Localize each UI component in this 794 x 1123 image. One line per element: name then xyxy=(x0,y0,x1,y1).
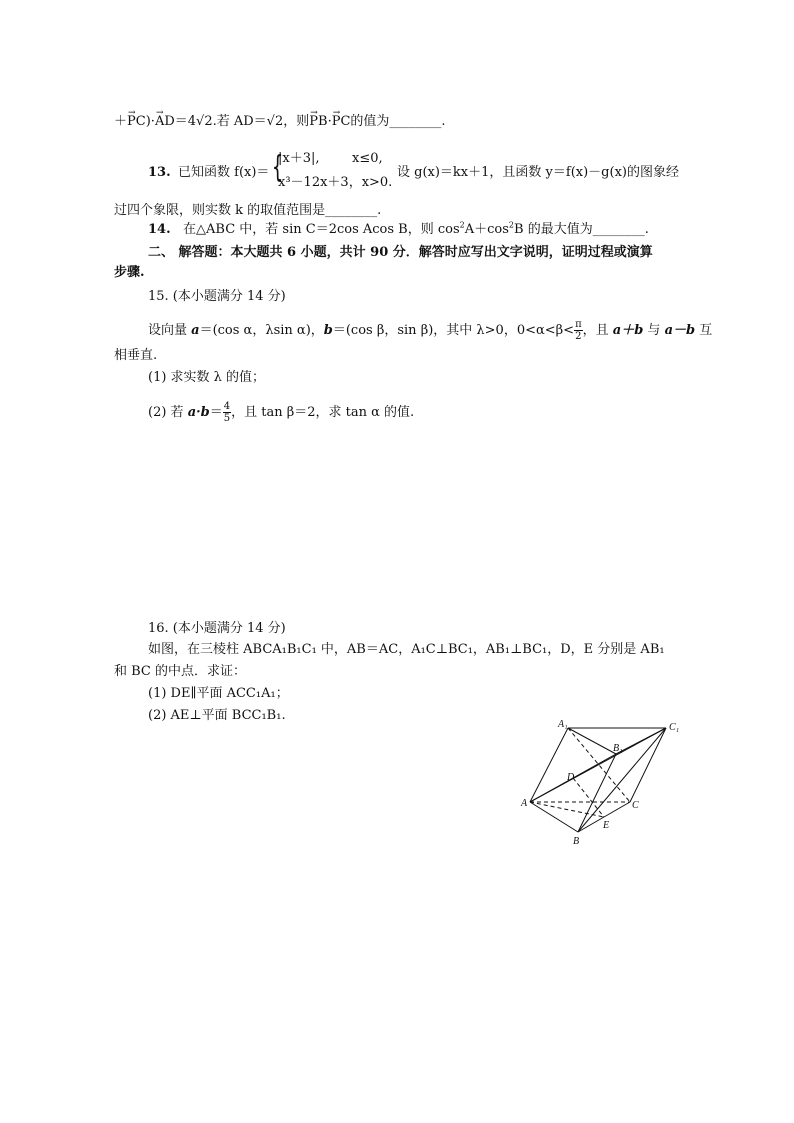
vector-pb: → PB xyxy=(309,114,327,130)
q16-part2: (2) AE⊥平面 BCC₁B₁. xyxy=(148,708,286,723)
q15-line2: 相垂直. xyxy=(114,348,158,363)
q16-part1: (1) DE∥平面 ACC₁A₁； xyxy=(148,686,289,701)
fraction-4-5: $\frac{4}{5}$ xyxy=(223,401,231,424)
vector-pc-2: → PC xyxy=(332,114,351,130)
vector-ad: → AD xyxy=(155,114,175,130)
vector-pc: → PC xyxy=(127,114,146,130)
q14: 14. 在△ABC 中，若 sin C＝2cos Acos B，则 $\cos^2A+\cos^2B$ 的最大值为________. xyxy=(148,220,649,237)
q13-case1-cond: x≤0, xyxy=(352,151,383,166)
q12-continuation: ＋→ PC)·→ AD＝4√2.若 AD＝√2，则→ PB·→ PC的值为________. xyxy=(114,114,446,130)
q13-text-post: 设 g(x)＝kx＋1，且函数 y＝f(x)－g(x)的图象经 xyxy=(397,165,679,180)
label-c: C xyxy=(632,800,639,811)
label-b1: B₁ xyxy=(613,743,623,754)
q13-case1-expr: |x＋3|, xyxy=(278,151,320,166)
q16-line2: 和 BC 的中点．求证： xyxy=(114,664,247,679)
piecewise-brace: { xyxy=(271,150,284,185)
edge-c-c1 xyxy=(630,728,666,802)
q13-line2: 过四个象限，则实数 k 的取值范围是________. xyxy=(114,203,382,218)
q15-line1: 设向量 a＝(cos α，λsin α)，b＝(cos β，sin β)，其中 λ>0，0<α<β< $\frac{\pi}{2}$ ，且 a＋b 与 a－b 互 xyxy=(148,319,713,342)
q16-line1: 如图，在三棱柱 ABCA₁B₁C₁ 中，AB＝AC，A₁C⊥BC₁，AB₁⊥BC₁，D，E 分别是 AB₁ xyxy=(148,642,665,657)
section-heading-cont: 步骤. xyxy=(114,265,145,280)
pi-over-2: $\frac{\pi}{2}$ xyxy=(575,319,582,342)
q13-number: 13. xyxy=(148,165,171,180)
edge-a1-b1 xyxy=(568,728,616,754)
prism-figure xyxy=(516,718,696,848)
label-a1: A₁ xyxy=(558,719,568,730)
label-c1: C₁ xyxy=(669,722,680,733)
q15-part2: (2) 若 a·b＝ $\frac{4}{5}$ ，且 tan β＝2，求 tan α 的值. xyxy=(148,401,415,424)
q13-text-pre: 已知函数 f(x)＝ xyxy=(178,165,270,180)
label-d: D xyxy=(567,772,575,783)
q13-case2-expr: x³－12x＋3，x>0. xyxy=(278,175,393,190)
section-heading: 二、 解答题：本大题共 6 小题，共计 90 分．解答时应写出文字说明，证明过程或演算 xyxy=(148,245,653,260)
label-b: B xyxy=(573,836,580,847)
q16-header: 16. (本小题满分 14 分) xyxy=(148,621,286,636)
q15-header: 15. (本小题满分 14 分) xyxy=(148,289,286,304)
label-e: E xyxy=(603,820,610,831)
q15-part1: (1) 求实数 λ 的值； xyxy=(148,370,266,385)
label-a: A xyxy=(521,798,528,809)
